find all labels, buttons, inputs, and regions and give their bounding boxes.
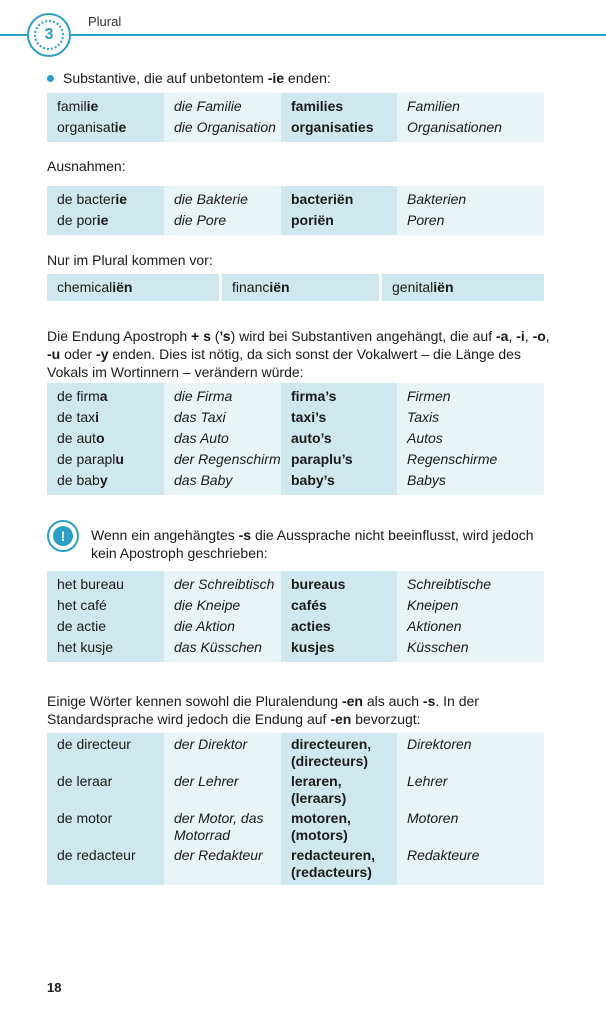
de-plural: Babys [397, 470, 544, 495]
de-plural: Familien [397, 93, 544, 117]
nl-word: de taxi [47, 407, 164, 428]
de-plural: Motoren [397, 807, 544, 844]
de-word: die Kneipe [164, 595, 281, 616]
chapter-title: Plural [88, 14, 122, 29]
de-plural: Regenschirme [397, 449, 544, 470]
table-row [47, 733, 544, 770]
table-row [47, 807, 544, 844]
nl-word: het bureau [47, 571, 164, 595]
nl-plural: directeuren, (directeurs) [281, 733, 397, 770]
nl-plural: auto’s [281, 428, 397, 449]
nl-plural: baby’s [281, 470, 397, 495]
de-plural: Küsschen [397, 637, 544, 662]
table-row [47, 186, 544, 210]
nl-plural: bacteriën [281, 186, 397, 210]
de-word: der Regenschirm [164, 449, 281, 470]
de-word: die Bakterie [164, 186, 281, 210]
table-row [47, 595, 544, 616]
de-word: der Direktor [164, 733, 281, 770]
de-word: die Pore [164, 210, 281, 235]
table-row [47, 470, 544, 495]
exceptions-heading: Ausnahmen: [47, 158, 126, 174]
table-note [47, 571, 544, 662]
nl-plural: organisaties [281, 117, 397, 142]
table-apostrophe [47, 383, 544, 495]
plural-only-heading: Nur im Plural kommen vor: [47, 252, 213, 268]
de-word: die Organisation [164, 117, 281, 142]
table-exceptions [47, 186, 544, 235]
table-row [47, 616, 544, 637]
table-row [47, 93, 544, 117]
nl-word: de paraplu [47, 449, 164, 470]
de-word: der Redakteur [164, 844, 281, 885]
nl-word: het kusje [47, 637, 164, 662]
de-plural: Poren [397, 210, 544, 235]
note-text: Wenn ein angehängtes -s die Aussprache nicht beeinflusst, wird jedoch kein Apostroph geschrieben: [91, 527, 534, 561]
nl-plural: acties [281, 616, 397, 637]
de-plural: Direktoren [397, 733, 544, 770]
de-plural: Aktionen [397, 616, 544, 637]
table-row [47, 637, 544, 662]
nl-word: de firma [47, 383, 164, 407]
table-row [47, 844, 544, 885]
plural-only-word: chemicaliën [47, 274, 219, 301]
de-word: die Aktion [164, 616, 281, 637]
nl-plural: redacteuren, (redacteurs) [281, 844, 397, 885]
header-rule [0, 34, 606, 36]
exclamation-icon: ! [47, 520, 79, 552]
nl-plural: bureaus [281, 571, 397, 595]
nl-plural: paraplu’s [281, 449, 397, 470]
nl-word: de bacterie [47, 186, 164, 210]
de-word: das Baby [164, 470, 281, 495]
de-word: das Küsschen [164, 637, 281, 662]
table-en-or-s [47, 733, 544, 885]
nl-plural: poriën [281, 210, 397, 235]
table-row [47, 407, 544, 428]
nl-word: het café [47, 595, 164, 616]
table-row [47, 210, 544, 235]
nl-plural: taxi’s [281, 407, 397, 428]
nl-word: de baby [47, 470, 164, 495]
plural-only-word: financiën [222, 274, 379, 301]
nl-plural: motoren, (motors) [281, 807, 397, 844]
de-word: der Motor, das Motorrad [164, 807, 281, 844]
table-ie [47, 93, 544, 142]
table-row [47, 383, 544, 407]
nl-word: de porie [47, 210, 164, 235]
apostrophe-rule-text: Die Endung Apostroph + s (’s) wird bei Substantiven angehängt, die auf -a, -i, -o, -u oder -y enden. Dies ist nötig, da sich sonst der Vokalwert – die Länge des Vokals im Wortinnern – verändern würde: [47, 328, 550, 380]
de-plural: Kneipen [397, 595, 544, 616]
nl-plural: families [281, 93, 397, 117]
en-or-s-text: Einige Wörter kennen sowohl die Pluralendung -en als auch -s. In der Standardsprache wird jedoch die Endung auf -en bevorzugt: [47, 693, 479, 727]
bullet-icon [47, 75, 54, 82]
de-word: die Firma [164, 383, 281, 407]
de-plural: Autos [397, 428, 544, 449]
nl-word: de redacteur [47, 844, 164, 885]
nl-word: de actie [47, 616, 164, 637]
nl-plural: leraren, (leraars) [281, 770, 397, 807]
nl-word: de leraar [47, 770, 164, 807]
de-plural: Taxis [397, 407, 544, 428]
plural-only-words [47, 274, 544, 301]
table-row [47, 428, 544, 449]
nl-plural: kusjes [281, 637, 397, 662]
nl-word: de motor [47, 807, 164, 844]
nl-plural: cafés [281, 595, 397, 616]
de-plural: Firmen [397, 383, 544, 407]
nl-word: de auto [47, 428, 164, 449]
nl-word: de directeur [47, 733, 164, 770]
bullet-ie: Substantive, die auf unbetontem -ie enden: [47, 69, 557, 87]
de-word: das Taxi [164, 407, 281, 428]
table-row [47, 770, 544, 807]
de-plural: Bakterien [397, 186, 544, 210]
nl-plural: firma’s [281, 383, 397, 407]
nl-word: organisatie [47, 117, 164, 142]
de-word: der Schreibtisch [164, 571, 281, 595]
page-number: 18 [47, 980, 62, 995]
plural-only-word: genitaliën [382, 274, 544, 301]
de-word: das Auto [164, 428, 281, 449]
de-word: die Familie [164, 93, 281, 117]
table-row [47, 571, 544, 595]
de-plural: Schreibtische [397, 571, 544, 595]
nl-word: familie [47, 93, 164, 117]
chapter-number: 3 [34, 20, 64, 50]
table-row [47, 449, 544, 470]
de-plural: Redakteure [397, 844, 544, 885]
table-row [47, 117, 544, 142]
de-word: der Lehrer [164, 770, 281, 807]
de-plural: Organisationen [397, 117, 544, 142]
de-plural: Lehrer [397, 770, 544, 807]
chapter-badge [27, 13, 71, 57]
